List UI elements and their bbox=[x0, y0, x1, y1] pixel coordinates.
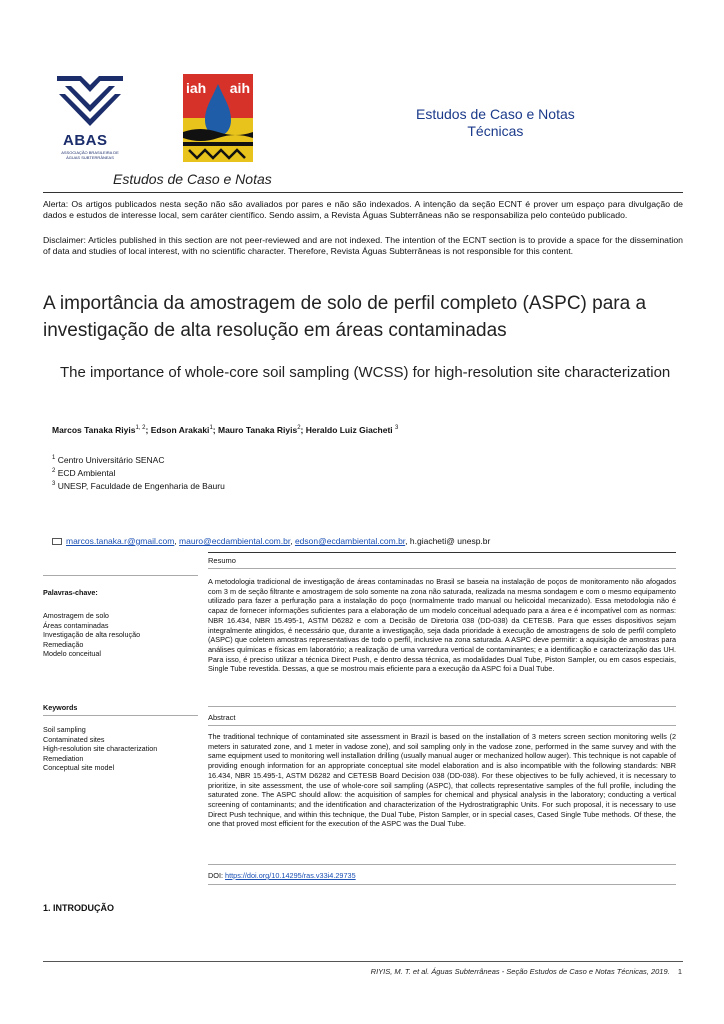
keyword-item: Soil sampling bbox=[43, 725, 86, 734]
keyword-item: Contaminated sites bbox=[43, 734, 105, 744]
abstract-bottom-rule bbox=[208, 725, 676, 726]
abas-name: ABAS bbox=[63, 132, 108, 149]
email-link[interactable]: edson@ecdambiental.com.br bbox=[294, 536, 406, 546]
resumo-text: A metodologia tradicional de investigação de áreas contaminadas no Brasil se baseia na instalação de poços de monitoramento não afogados com 3 m de seção filtrante e amostragem de solo somente na zona não saturada, realizada na mesma sondagem e com o mesmo equipamento utilizado para fazer a perfuração para a instalação do poço (normalmente trado manual ou helicoidal mecanizado). Essa metodologia não é capaz de fornecer informações suficientes para a elaboração de um modelo conceitual adequado para a área e é incompatível com as normas: NBR 16.434, NBR 15.495-1, ASTM D6282 e com a Decisão de Diretoria 038 (DD-038) da CETESB. Para que esses dispositivos sejam integralmente atingidos, é necessário que, durante a investigação, seja dada prioridade à execução de amostragens de solo de perfil completo (ASPC) que coletem amostras representativas de todo o perfil, inclusive na zona saturada. A ASPC deve permitir: a aquisição de amostras para análises químicas e físicas em laboratório; a realização de uma varredura vertical de contaminantes; e a identificação e caracterização das UH. Para isso, é preciso utilizar a técnica Direct Push, e dentro dessa técnica, as modalidades Dual Tube, Piston Sampler, ou em casos especiais, Single Tube revestida. Dessas, a que se mostrou mais eficiente para a execução da ASPC foi a Dual Tube. bbox=[208, 577, 676, 674]
doi-label: DOI: bbox=[208, 871, 223, 880]
footer bbox=[371, 967, 682, 976]
doi-bottom-rule bbox=[208, 884, 676, 885]
section-heading: 1. INTRODUÇÃO bbox=[43, 903, 115, 913]
author-sup: 2 bbox=[297, 425, 301, 432]
author-sup: 1 bbox=[209, 425, 213, 432]
doi-top-rule bbox=[208, 864, 676, 865]
keyword-item: Remediação bbox=[43, 639, 84, 649]
email-link[interactable]: mauro@ecdambiental.com.br bbox=[179, 536, 291, 546]
authors-line: Marcos Tanaka Riyis$^{1, 2}$; Edson Arakaki$^1$; Mauro Tanaka Riyis$^2$; Heraldo Luiz Giacheti $^3$ bbox=[52, 425, 399, 435]
doi-link[interactable]: https://doi.org/10.14295/ras.v33i4.29735 bbox=[225, 871, 356, 880]
email-link[interactable]: marcos.tanaka.r@gmail.com bbox=[66, 536, 175, 546]
email-line: marcos.tanaka.r@gmail.com, mauro@ecdambiental.com.br, edson@ecdambiental.com.br, h.giacheti@ unesp.br bbox=[52, 536, 490, 546]
iah-logo bbox=[183, 74, 253, 162]
affiliation-sup: 3 bbox=[52, 481, 56, 487]
section-title bbox=[416, 106, 575, 140]
keywords-pt-label: Palavras-chave: bbox=[43, 588, 98, 597]
abstract-top-rule bbox=[208, 706, 676, 707]
resumo-top-rule bbox=[208, 552, 676, 553]
keywords-en-list bbox=[43, 725, 157, 773]
abstract-text: The traditional technique of contaminated site assessment in Brazil is based on the installation of 3 meters screen section monitoring wells (2 meters in saturated zone, and 1 meter in vadose zone), and soil sampling only in the vadose zone, performed in the same survey and with the same equipment used to monitoring well installation drilling (usually manual auger or mechanized hollow auger). This technique is not capable of providing enough information for an appropriate conceptual site model elaboration and is also incompatible with the following standards: NBR 16.434, NBR 15.495-1, ASTM D6282 and CETESB Board Decision 038 (DD-038). For these objectives to be fully achieved, it is necessary to prioritize, in site assessment, the use of whole-core soil sampling (ASPC), that collects representative samples of the full profile, including the saturated zone. The ASPC should allow: the acquisition of samples for chemical and physical analysis in the laboratory; conducting a vertical screening of contaminants; and the identification and characterization of the Hydrostratigraphic Units. For such proposal, it is necessary to use Direct Push technique, and within this technique, the Dual Tube, Piston Sampler, or in special cases, Cased Single Tube methods. Of these, the one that proved most efficient for the execution of the ASPC was the Dual Tube. bbox=[208, 732, 676, 829]
author-name: Marcos Tanaka Riyis bbox=[52, 425, 136, 435]
footer-citation: RIYIS, M. T. et al. Águas Subterrâneas - Seção Estudos de Caso e Notas Técnicas, 2019. bbox=[370, 967, 670, 976]
keywords-pt-list bbox=[43, 611, 140, 659]
resumo-label: Resumo bbox=[208, 556, 236, 565]
keyword-item: Áreas contaminadas bbox=[43, 620, 109, 630]
affiliation-text: UNESP, Faculdade de Engenharia de Bauru bbox=[57, 480, 225, 491]
envelope-icon bbox=[52, 538, 62, 545]
affiliation bbox=[52, 453, 164, 466]
abstract-label: Abstract bbox=[208, 713, 236, 722]
keyword-item: Amostragem de solo bbox=[43, 611, 109, 620]
keywords-en-rule bbox=[43, 715, 198, 716]
resumo-bottom-rule bbox=[208, 568, 676, 569]
keyword-item: Remediation bbox=[43, 753, 84, 763]
keywords-pt-top-rule bbox=[43, 575, 198, 576]
author-name: Heraldo Luiz Giacheti bbox=[305, 425, 393, 435]
iah-left-text: iah bbox=[186, 80, 207, 96]
author-sup: 3 bbox=[395, 425, 399, 432]
section-title-line1: Estudos de Caso e Notas bbox=[416, 106, 575, 122]
alerta-note: Alerta: Os artigos publicados nesta seção não são avaliados por pares e não são indexados. A intenção da seção ECNT é prover um espaço para divulgação de dados e estudos de interesse local, sem caráter científico. Sendo assim, a Revista Águas Subterrâneas não se responsabiliza pelo conteúdo publicado. bbox=[43, 199, 683, 220]
keyword-item: Modelo conceitual bbox=[43, 649, 101, 659]
footer-rule bbox=[43, 961, 683, 962]
abas-logo bbox=[55, 72, 125, 162]
affiliation-text: Centro Universitário SENAC bbox=[57, 454, 165, 465]
affiliation bbox=[52, 466, 115, 479]
email-text: h.giacheti@ unesp.br bbox=[409, 536, 491, 546]
article-title: A importância da amostragem de solo de perfil completo (ASPC) para a investigação de alta resolução em áreas contaminadas bbox=[43, 293, 647, 341]
abas-emblem-icon bbox=[55, 72, 125, 132]
doi-line bbox=[208, 871, 356, 880]
affiliation-text: ECD Ambiental bbox=[57, 467, 116, 478]
keywords-en-label: Keywords bbox=[43, 703, 78, 712]
article-subtitle: The importance of whole-core soil sampling (WCSS) for high-resolution site characterization bbox=[60, 364, 671, 381]
author-sup: 1, 2 bbox=[135, 425, 146, 432]
affiliation-sup: 1 bbox=[52, 455, 56, 461]
author-name: Edson Arakaki bbox=[150, 425, 210, 435]
header-rule bbox=[43, 192, 683, 193]
iah-right-text: aih bbox=[229, 80, 250, 96]
affiliation-sup: 2 bbox=[52, 468, 56, 474]
section-title-line2: Técnicas bbox=[467, 123, 524, 139]
keyword-item: Conceptual site model bbox=[43, 763, 115, 773]
page-number: 1 bbox=[677, 967, 682, 976]
affiliation bbox=[52, 479, 225, 492]
keyword-item: Investigação de alta resolução bbox=[43, 630, 141, 640]
header-caption: Estudos de Caso e Notas bbox=[113, 171, 272, 187]
disclaimer-note: Disclaimer: Articles published in this section are not peer-reviewed and are not indexed. The intention of the ECNT section is to provide a space for the dissemination of data and studies of local interest, with no scientific character. Therefore, Revista Águas Subterrâneas is not responsible for this content. bbox=[43, 235, 683, 256]
author-name: Mauro Tanaka Riyis bbox=[217, 425, 298, 435]
keyword-item: High-resolution site characterization bbox=[43, 744, 158, 754]
abas-subtitle: ASSOCIAÇÃO BRASILEIRA DE ÁGUAS SUBTERRÂNEAS bbox=[61, 150, 119, 160]
